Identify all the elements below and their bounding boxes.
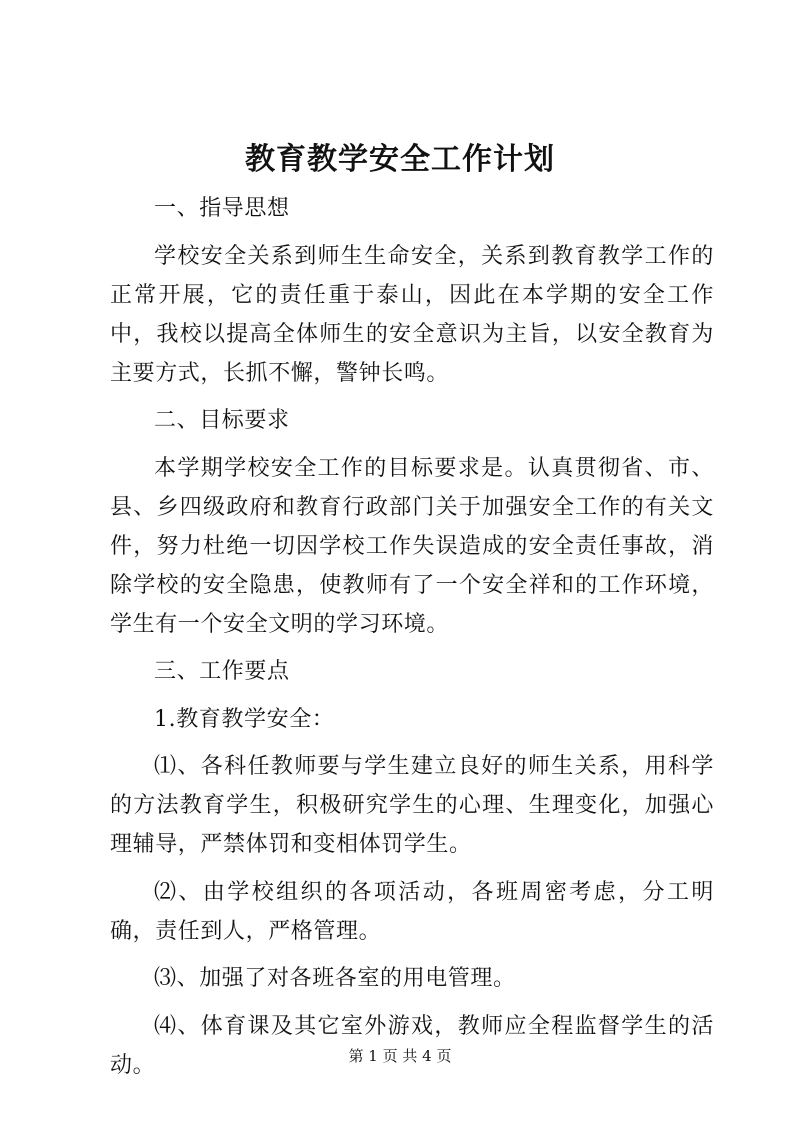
list-item-4: ⑷、体育课及其它室外游戏，教师应全程监督学生的活动。 xyxy=(110,1013,714,1078)
list-item-3: ⑶、加强了对各班各室的用电管理。 xyxy=(154,966,516,991)
section-heading-goals: 二、目标要求 xyxy=(154,408,290,433)
section-heading-work-points: 三、工作要点 xyxy=(154,659,290,684)
document-title: 教育教学安全工作计划 xyxy=(245,142,555,177)
section-heading-guiding-thought: 一、指导思想 xyxy=(154,196,290,221)
paragraph-goals: 本学期学校安全工作的目标要求是。认真贯彻省、市、县、乡四级政府和教育行政部门关于加强安全工作的有关文件，努力杜绝一切因学校工作失误造成的安全责任事故，消除学校的安全隐患，使教师有了一个安全祥和的工作环境，学生有一个安全文明的学习环境。 xyxy=(110,455,714,637)
subheading-teaching-safety: 1.教育教学安全： xyxy=(154,706,335,732)
list-item-1: ⑴、各科任教师要与学生建立良好的师生关系，用科学的方法教育学生，积极研究学生的心理、生理变化，加强心理辅导，严禁体罚和变相体罚学生。 xyxy=(110,754,714,857)
page-footer: 第 1 页 共 4 页 xyxy=(348,1047,452,1065)
document-body xyxy=(110,189,714,1093)
list-item-2: ⑵、由学校组织的各项活动，各班周密考虑，分工明确，责任到人，严格管理。 xyxy=(110,879,714,944)
paragraph-guiding-thought: 学校安全关系到师生生命安全，关系到教育教学工作的正常开展，它的责任重于泰山，因此在本学期的安全工作中，我校以提高全体师生的安全意识为主旨，以安全教育为主要方式，长抓不懈，警钟长鸣。 xyxy=(110,243,714,386)
